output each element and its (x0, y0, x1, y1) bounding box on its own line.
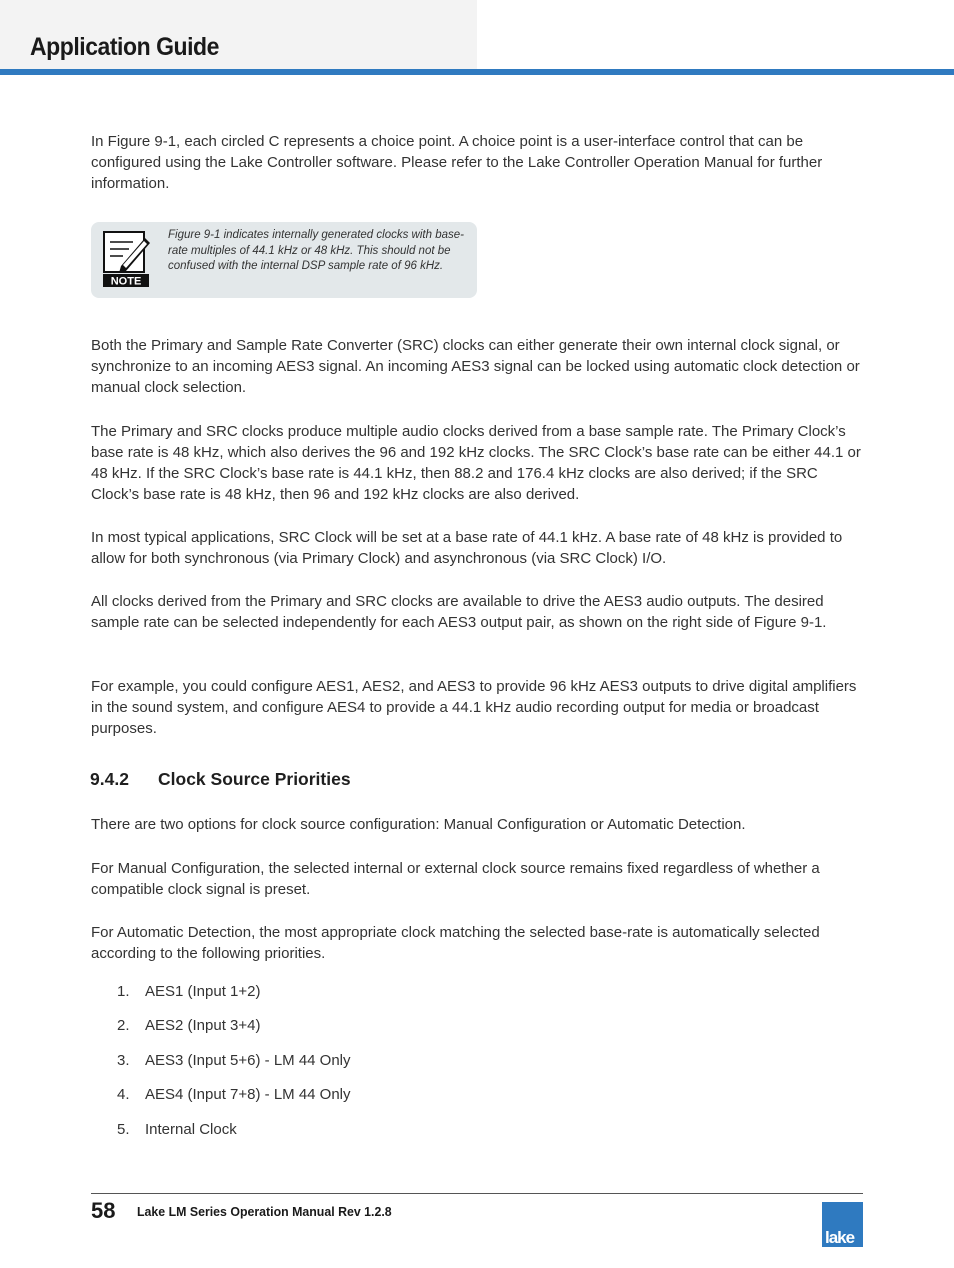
section-number: 9.4.2 (90, 769, 129, 789)
section-title: Clock Source Priorities (158, 769, 351, 789)
section-paragraph: There are two options for clock source configuration: Manual Configuration or Automatic Detection. (91, 816, 746, 833)
footer-rule (91, 1193, 863, 1194)
list-number: 2. (117, 1017, 130, 1034)
list-text: Internal Clock (145, 1121, 237, 1138)
list-text: AES2 (Input 3+4) (145, 1017, 261, 1034)
list-text: AES4 (Input 7+8) - LM 44 Only (145, 1086, 351, 1103)
page-header-title: Application Guide (30, 33, 219, 61)
section-paragraph: For Automatic Detection, the most appropriate clock matching the selected base-rate is automatically selected according to the following priorities. (91, 924, 820, 962)
body-paragraph: Both the Primary and Sample Rate Converter (SRC) clocks can either generate their own internal clock signal, or synchronize to an incoming AES3 signal. An incoming AES3 signal can be locked using automatic clock detection or manual clock selection. (91, 337, 860, 396)
list-number: 1. (117, 983, 130, 1000)
list-item (117, 1016, 261, 1036)
list-number: 4. (117, 1086, 130, 1103)
page-number: 58 (91, 1198, 116, 1223)
body-paragraph: In most typical applications, SRC Clock will be set at a base rate of 44.1 kHz. A base rate of 48 kHz is provided to allow for both synchronous (via Primary Clock) and asynchronous (via SRC Clock) I/O. (91, 529, 843, 567)
note-callout (91, 222, 477, 298)
note-icon (101, 230, 151, 288)
body-paragraph: The Primary and SRC clocks produce multiple audio clocks derived from a base sample rate. The Primary Clock’s base rate is 48 kHz, which also derives the 96 and 192 kHz clocks. The SRC Clock’s base rate can be either 44.1 or 48 kHz. If the SRC Clock’s base rate is 44.1 kHz, then 88.2 and 176.4 kHz clocks are also derived; if the SRC Clock’s base rate is 48 kHz, then 96 and 192 kHz clocks are also derived. (91, 423, 861, 503)
list-text: AES1 (Input 1+2) (145, 983, 261, 1000)
note-text: Figure 9-1 indicates internally generated clocks with base-rate multiples of 44.1 kHz or 48 kHz. This should not be confused with the internal DSP sample rate of 96 kHz. (168, 229, 464, 272)
list-item (117, 1120, 237, 1140)
intro-paragraph: In Figure 9-1, each circled C represents a choice point. A choice point is a user-interface control that can be configured using the Lake Controller software. Please refer to the Lake Controller Operation Manual for further information. (91, 133, 823, 192)
list-text: AES3 (Input 5+6) - LM 44 Only (145, 1052, 351, 1069)
footer-manual-title: Lake LM Series Operation Manual Rev 1.2.8 (137, 1204, 392, 1219)
body-paragraph: For example, you could configure AES1, AES2, and AES3 to provide 96 kHz AES3 outputs to drive digital amplifiers in the sound system, and configure AES4 to provide a 44.1 kHz audio recording output for media or broadcast purposes. (91, 678, 857, 737)
list-item (117, 982, 261, 1002)
list-number: 5. (117, 1121, 130, 1138)
note-icon-label: NOTE (110, 275, 142, 288)
list-item (117, 1051, 351, 1071)
section-paragraph: For Manual Configuration, the selected internal or external clock source remains fixed regardless of whether a compatible clock signal is preset. (91, 860, 820, 898)
list-number: 3. (117, 1052, 130, 1069)
header-rule (0, 69, 954, 75)
section-heading (90, 769, 351, 790)
body-paragraph: All clocks derived from the Primary and SRC clocks are available to drive the AES3 audio outputs. The desired sample rate can be selected independently for each AES3 output pair, as shown on the right side of Figure 9-1. (91, 593, 827, 631)
list-item (117, 1085, 351, 1105)
lake-logo-mark (822, 1202, 863, 1247)
lake-logo (822, 1202, 863, 1247)
lake-logo-text: lake (825, 1228, 855, 1247)
